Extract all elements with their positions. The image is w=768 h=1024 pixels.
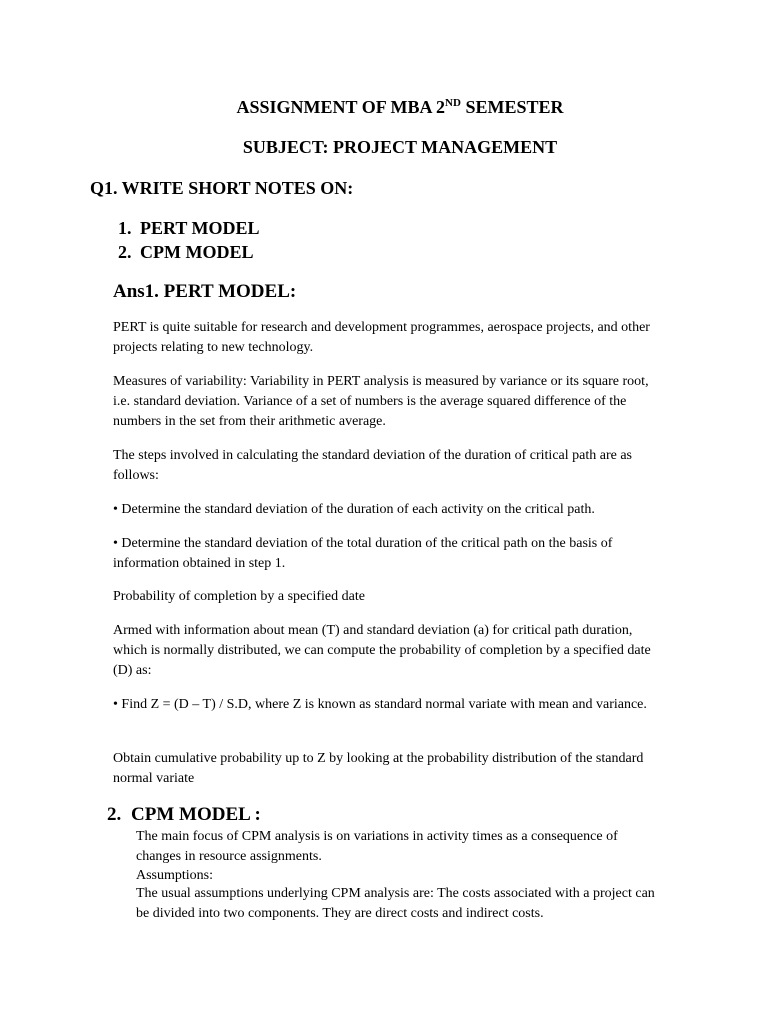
cpm-paragraph: The main focus of CPM analysis is on variations in activity times as a consequence of changes in resource assignments. xyxy=(136,829,618,864)
question-list xyxy=(118,216,260,264)
paragraph: Obtain cumulative probability up to Z by looking at the probability distribution of the standard normal variate xyxy=(113,751,644,786)
title-end: SEMESTER xyxy=(460,97,564,117)
list-item-number: 2. xyxy=(118,242,132,262)
paragraph: PERT is quite suitable for research and development programmes, aerospace projects, and other projects relating to new technology. xyxy=(113,320,650,355)
title-superscript: ND xyxy=(445,97,461,109)
subject-line: SUBJECT: PROJECT MANAGEMENT xyxy=(242,137,558,157)
list-item xyxy=(118,240,260,264)
list-item-number: 1. xyxy=(118,218,132,238)
document-title xyxy=(0,96,768,118)
paragraph: The steps involved in calculating the standard deviation of the duration of critical path are as follows: xyxy=(113,448,632,483)
cpm-heading-number: 2. xyxy=(107,804,122,825)
cpm-heading-label: CPM MODEL : xyxy=(131,804,261,825)
bullet-paragraph: • Determine the standard deviation of the total duration of the critical path on the basis of information obtained in step 1. xyxy=(113,536,613,571)
cpm-subheading: Assumptions: xyxy=(136,868,214,883)
paragraph: Measures of variability: Variability in PERT analysis is measured by variance or its square root, i.e. standard deviation. Variance of a set of numbers is the average squared difference of the numbers in the set from their arithmetic average. xyxy=(113,374,649,429)
cpm-heading xyxy=(107,804,261,826)
paragraph: Probability of completion by a specified date xyxy=(113,589,365,604)
bullet-paragraph: • Determine the standard deviation of the duration of each activity on the critical path. xyxy=(113,502,595,517)
cpm-paragraph: The usual assumptions underlying CPM analysis are: The costs associated with a project can be divided into two components. They are direct costs and indirect costs. xyxy=(136,886,655,921)
title-main: ASSIGNMENT OF MBA 2 xyxy=(236,97,446,117)
paragraph: Armed with information about mean (T) and standard deviation (a) for critical path duration, which is normally distributed, we can compute the probability of completion by a specified date (D) as: xyxy=(113,623,651,678)
question-heading: Q1. WRITE SHORT NOTES ON: xyxy=(90,178,354,198)
list-item xyxy=(118,216,260,240)
bullet-paragraph: • Find Z = (D – T) / S.D, where Z is known as standard normal variate with mean and variance. xyxy=(113,697,647,712)
list-item-label: PERT MODEL xyxy=(140,218,260,238)
list-item-label: CPM MODEL xyxy=(140,242,254,262)
answer-heading: Ans1. PERT MODEL: xyxy=(113,281,297,302)
